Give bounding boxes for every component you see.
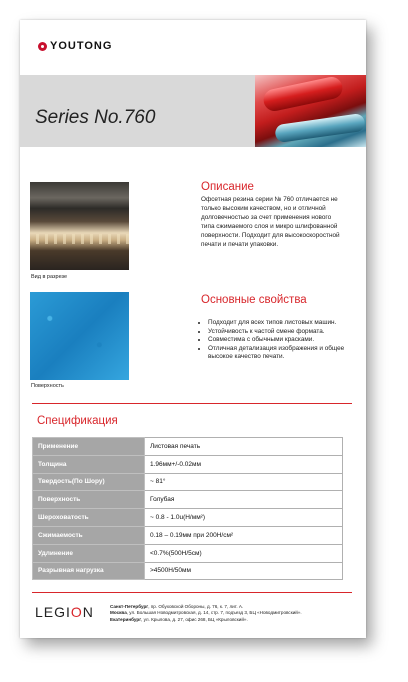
description-heading: Описание (201, 181, 254, 193)
series-title: Series No.760 (35, 107, 156, 128)
list-item: • Отличная детализация изображения и общее высокое качество печати. (208, 345, 358, 362)
spec-value: >4500Н/50мм (145, 562, 343, 580)
list-item: • Устойчивость к частой смене формата. (208, 328, 358, 337)
spec-key: Толщина (33, 455, 145, 473)
footer-contacts (110, 604, 355, 623)
spec-table (32, 437, 343, 580)
spec-value: Голубая (145, 491, 343, 509)
list-item: • Подходит для всех типов листовых машин. (208, 319, 358, 328)
spec-key: Применение (33, 438, 145, 456)
spec-value: ~ 0.8 - 1.0u(Н/мм²) (145, 509, 343, 527)
contact-address: , ул. Крылова, д. 27, офис 268, БЦ «Крыловский». (141, 616, 248, 622)
list-item: • Совместима с обычными красками. (208, 336, 358, 345)
cross-section-image (30, 182, 129, 270)
spec-key: Разрывная нагрузка (33, 562, 145, 580)
spec-key: Твердость(По Шору) (33, 473, 145, 491)
red-roller-shape (262, 75, 345, 113)
surface-caption: Поверхность (31, 383, 64, 389)
blue-roller-shape (274, 113, 366, 143)
spec-value: Листовая печать (145, 438, 343, 456)
rollers-photo (255, 75, 366, 147)
spec-heading: Спецификация (37, 415, 118, 427)
footer-divider (32, 592, 352, 593)
title-banner (20, 75, 366, 147)
contact-line (110, 617, 355, 623)
table-row (33, 455, 343, 473)
brand-logo (38, 40, 112, 52)
table-row (33, 509, 343, 527)
spec-value: <0.7%(500Н/5см) (145, 544, 343, 562)
table-row (33, 473, 343, 491)
brand-mark-icon (38, 42, 47, 51)
table-row (33, 491, 343, 509)
cross-section-caption: Вид в разрезе (31, 274, 68, 280)
table-row (33, 526, 343, 544)
spec-value: 0.18 – 0.19мм при 200Н/см² (145, 526, 343, 544)
logo-part: N (82, 604, 94, 620)
datasheet-page (20, 20, 366, 638)
logo-part: LEGI (35, 604, 71, 620)
contact-city: Москва (110, 610, 127, 616)
spec-key: Шероховатость (33, 509, 145, 527)
spec-value: 1.96мм+/-0.02мм (145, 455, 343, 473)
spec-key: Удлинение (33, 544, 145, 562)
contact-city: Екатеринбург (110, 616, 142, 622)
section-divider (32, 403, 352, 404)
table-row (33, 562, 343, 580)
brand-name: YOUTONG (50, 40, 113, 52)
description-text: Офсетная резина серии № 760 отличается не только высоким качеством, но и отличной долговечностью за счет применения нового типа сжимаемого слоя и микро шлифованной поверхности. Подходит для высокоскоростной печати и печати упаковки. (201, 196, 340, 248)
contact-address: , ул. Большая Новодмитровская, д. 14, стр. 7, подъезд 3, БЦ «Новодмитровский». (126, 610, 302, 616)
spec-key: Сжимаемость (33, 526, 145, 544)
properties-heading: Основные свойства (201, 294, 307, 306)
properties-list (199, 319, 358, 362)
table-row (33, 544, 343, 562)
table-row (33, 438, 343, 456)
surface-image (30, 292, 129, 380)
spec-value: ~ 81° (145, 473, 343, 491)
logo-o-icon: O (70, 604, 83, 620)
spec-key: Поверхность (33, 491, 145, 509)
contact-address: , пр. Обуховской Обороны, д. 76, к. 7, лит. А. (148, 604, 244, 609)
legion-logo (35, 604, 94, 620)
contact-city: Санкт-Петербург (110, 604, 149, 609)
